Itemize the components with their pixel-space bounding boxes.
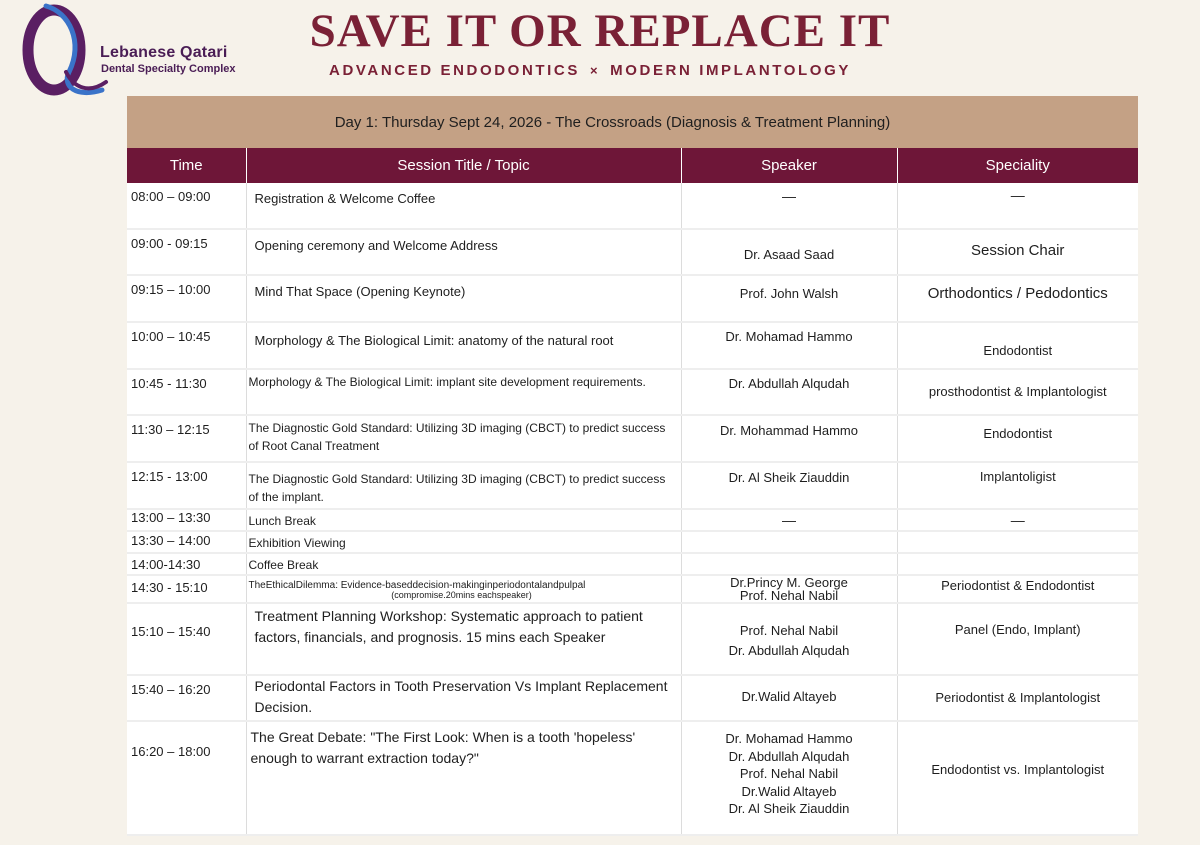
row-speciality-text: —	[1010, 187, 1025, 203]
speaker-name: Dr. Mohamad Hammo	[725, 731, 853, 746]
subtitle-left: ADVANCED ENDODONTICS	[329, 62, 580, 79]
row-speciality: Session Chair	[897, 229, 1138, 275]
row-time: 14:00-14:30	[127, 553, 246, 575]
row-speciality	[897, 509, 1138, 531]
row-title	[246, 575, 681, 603]
row-time: 11:30 – 12:15	[127, 415, 246, 462]
table-row	[127, 183, 1138, 229]
row-title-text: TheEthicalDilemma: Evidence-baseddecision-makinginperiodontalandpulpal	[248, 580, 586, 591]
page-title: SAVE IT OR REPLACE IT	[309, 5, 891, 57]
row-speaker	[681, 553, 897, 575]
row-title: The Diagnostic Gold Standard: Utilizing 3D imaging (CBCT) to predict success of the implant.	[246, 462, 681, 509]
day-header	[127, 96, 1138, 148]
row-title: The Diagnostic Gold Standard: Utilizing 3D imaging (CBCT) to predict success of Root Canal Treatment	[246, 415, 681, 462]
row-speaker: Dr.Walid Altayeb	[681, 675, 897, 721]
row-speciality	[897, 553, 1138, 575]
row-speciality: Panel (Endo, Implant)	[897, 603, 1138, 675]
org-subtitle: Dental Specialty Complex	[101, 63, 236, 75]
speaker-name: Dr.Walid Altayeb	[741, 783, 837, 799]
row-speciality: Periodontist & Endodontist	[897, 575, 1138, 603]
table-header-row	[127, 148, 1138, 183]
row-time: 16:20 – 18:00	[127, 721, 246, 835]
row-speciality: Implantoligist	[897, 462, 1138, 509]
row-title: Lunch Break	[246, 509, 681, 531]
row-speaker	[681, 721, 897, 835]
row-speaker	[681, 531, 897, 553]
schedule-panel	[127, 96, 1138, 836]
row-speaker-text: —	[782, 188, 796, 204]
column-header-session: Session Title / Topic	[246, 148, 681, 183]
table-row	[127, 229, 1138, 275]
row-speaker	[681, 509, 897, 531]
row-time: 15:10 – 15:40	[127, 603, 246, 675]
table-row	[127, 322, 1138, 369]
logo-mark-icon	[14, 2, 114, 106]
row-title: The Great Debate: "The First Look: When is a tooth 'hopeless' enough to warrant extraction today?"	[246, 721, 681, 835]
subtitle-right: MODERN IMPLANTOLOGY	[610, 62, 851, 79]
table-row	[127, 369, 1138, 415]
row-title: Exhibition Viewing	[246, 531, 681, 553]
row-speciality: prosthodontist & Implantologist	[897, 369, 1138, 415]
row-time: 13:30 – 14:00	[127, 531, 246, 553]
row-speciality: Periodontist & Implantologist	[897, 675, 1138, 721]
row-time: 12:15 - 13:00	[127, 462, 246, 509]
schedule-table	[127, 148, 1138, 836]
row-speciality: Endodontist	[897, 415, 1138, 462]
row-speaker-text: —	[782, 511, 796, 528]
row-time: 10:00 – 10:45	[127, 322, 246, 369]
day-header-label: Day 1: Thursday Sept 24, 2026 - The Crossroads (Diagnosis & Treatment Planning)	[334, 113, 891, 131]
table-row	[127, 509, 1138, 531]
table-row	[127, 603, 1138, 675]
row-speaker: Prof. John Walsh	[681, 275, 897, 322]
row-speciality: Endodontist vs. Implantologist	[897, 721, 1138, 835]
row-time: 08:00 – 09:00	[127, 183, 246, 229]
row-speciality-text: —	[1010, 512, 1025, 528]
row-title: Coffee Break	[246, 553, 681, 575]
speaker-name: Dr. Abdullah Alqudah	[728, 643, 850, 658]
row-speaker	[681, 603, 897, 675]
row-time: 13:00 – 13:30	[127, 509, 246, 531]
row-speaker: Dr. Abdullah Alqudah	[681, 369, 897, 415]
speaker-name: Dr.Princy M. George	[730, 575, 848, 590]
row-title: Periodontal Factors in Tooth Preservation Vs Implant Replacement Decision.	[246, 675, 681, 721]
row-speciality	[897, 531, 1138, 553]
row-speaker	[681, 183, 897, 229]
table-row	[127, 675, 1138, 721]
row-speaker: Dr. Mohammad Hammo	[681, 415, 897, 462]
row-speciality: Orthodontics / Pedodontics	[897, 275, 1138, 322]
row-time: 09:15 – 10:00	[127, 275, 246, 322]
row-time: 15:40 – 16:20	[127, 675, 246, 721]
row-title: Morphology & The Biological Limit: anatomy of the natural root	[246, 322, 681, 369]
speaker-name: Prof. Nehal Nabil	[739, 588, 839, 603]
table-row	[127, 575, 1138, 603]
row-time: 14:30 - 15:10	[127, 575, 246, 603]
row-title: Morphology & The Biological Limit: implant site development requirements.	[246, 369, 681, 415]
row-speaker: Dr. Asaad Saad	[681, 229, 897, 275]
table-row	[127, 275, 1138, 322]
speaker-name: Dr. Al Sheik Ziauddin	[728, 801, 850, 816]
page-subtitle	[290, 62, 890, 79]
row-title-note: (compromise.20mins eachspeaker)	[391, 590, 532, 600]
row-speaker: Dr. Mohamad Hammo	[681, 322, 897, 369]
row-title: Treatment Planning Workshop: Systematic approach to patient factors, financials, and prognosis. 15 mins each Speaker	[246, 603, 681, 675]
row-title: Opening ceremony and Welcome Address	[246, 229, 681, 275]
row-title: Registration & Welcome Coffee	[246, 183, 681, 229]
row-title: Mind That Space (Opening Keynote)	[246, 275, 681, 322]
table-row	[127, 462, 1138, 509]
speaker-name: Prof. Nehal Nabil	[739, 766, 839, 781]
row-time: 09:00 - 09:15	[127, 229, 246, 275]
row-speaker	[681, 575, 897, 603]
table-row	[127, 531, 1138, 553]
column-header-time: Time	[127, 148, 246, 183]
speaker-name: Prof. Nehal Nabil	[739, 623, 839, 638]
org-name: Lebanese Qatari	[100, 44, 228, 61]
row-speciality: Endodontist	[897, 322, 1138, 369]
subtitle-separator: ×	[589, 63, 601, 78]
table-row	[127, 553, 1138, 575]
table-row	[127, 721, 1138, 835]
column-header-speciality: Speciality	[897, 148, 1138, 183]
row-speaker: Dr. Al Sheik Ziauddin	[681, 462, 897, 509]
row-time: 10:45 - 11:30	[127, 369, 246, 415]
table-row	[127, 415, 1138, 462]
speaker-name: Dr. Abdullah Alqudah	[728, 748, 850, 764]
row-speciality	[897, 183, 1138, 229]
column-header-speaker: Speaker	[681, 148, 897, 183]
